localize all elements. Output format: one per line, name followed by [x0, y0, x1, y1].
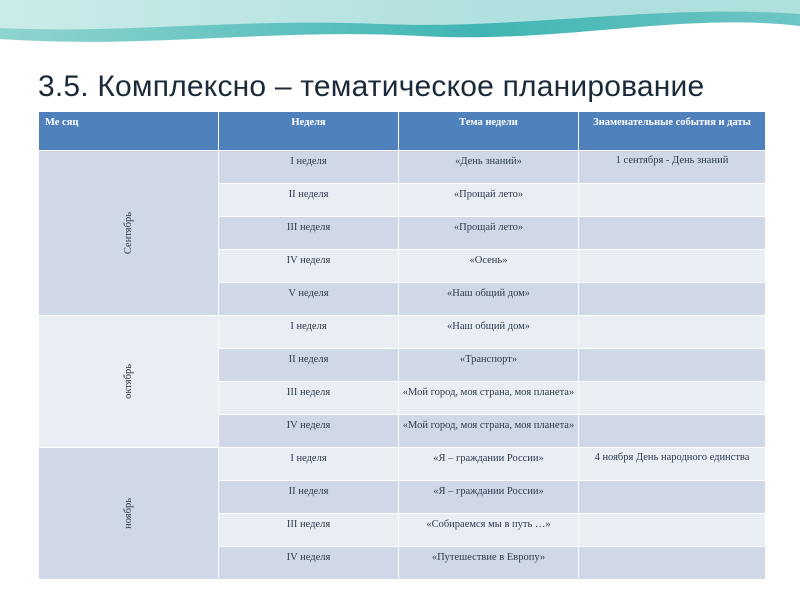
week-cell: I неделя — [219, 448, 399, 481]
week-cell: III неделя — [219, 514, 399, 547]
table-row — [39, 151, 766, 184]
event-cell — [579, 283, 766, 316]
week-cell: V неделя — [219, 283, 399, 316]
month-cell-november — [39, 448, 219, 580]
event-cell: 4 ноября День народного единства — [579, 448, 766, 481]
month-cell-october — [39, 316, 219, 448]
header-row — [39, 112, 766, 151]
theme-cell: «Я – граждании России» — [399, 481, 579, 514]
header-week: Неделя — [219, 112, 399, 151]
week-cell: I неделя — [219, 151, 399, 184]
month-label: октябрь — [123, 364, 134, 399]
event-cell — [579, 481, 766, 514]
header-wave-decoration — [0, 0, 800, 60]
week-cell: II неделя — [219, 184, 399, 217]
event-cell — [579, 547, 766, 580]
week-cell: I неделя — [219, 316, 399, 349]
header-events: Знаменательные события и даты — [579, 112, 766, 151]
theme-cell: «Прощай лето» — [399, 184, 579, 217]
planning-table — [38, 111, 766, 580]
week-cell: II неделя — [219, 481, 399, 514]
week-cell: III неделя — [219, 217, 399, 250]
header-theme: Тема недели — [399, 112, 579, 151]
event-cell: 1 сентября - День знаний — [579, 151, 766, 184]
theme-cell: «Мой город, моя страна, моя планета» — [399, 382, 579, 415]
event-cell — [579, 184, 766, 217]
theme-cell: «Прощай лето» — [399, 217, 579, 250]
event-cell — [579, 514, 766, 547]
page-title: 3.5. Комплексно – тематическое планирование — [38, 70, 705, 103]
event-cell — [579, 382, 766, 415]
event-cell — [579, 316, 766, 349]
week-cell: IV неделя — [219, 415, 399, 448]
theme-cell: «Собираемся мы в путь …» — [399, 514, 579, 547]
theme-cell: «Наш общий дом» — [399, 283, 579, 316]
week-cell: IV неделя — [219, 547, 399, 580]
theme-cell: «День знаний» — [399, 151, 579, 184]
theme-cell: «Осень» — [399, 250, 579, 283]
week-cell: II неделя — [219, 349, 399, 382]
theme-cell: «Наш общий дом» — [399, 316, 579, 349]
month-label: ноябрь — [123, 498, 134, 529]
table-row — [39, 316, 766, 349]
event-cell — [579, 217, 766, 250]
week-cell: III неделя — [219, 382, 399, 415]
theme-cell: «Мой город, моя страна, моя планета» — [399, 415, 579, 448]
table-row — [39, 448, 766, 481]
week-cell: IV неделя — [219, 250, 399, 283]
theme-cell: «Путешествие в Европу» — [399, 547, 579, 580]
event-cell — [579, 415, 766, 448]
month-cell-september — [39, 151, 219, 316]
theme-cell: «Транспорт» — [399, 349, 579, 382]
header-month: Ме сяц — [39, 112, 219, 151]
theme-cell: «Я – граждании России» — [399, 448, 579, 481]
event-cell — [579, 349, 766, 382]
event-cell — [579, 250, 766, 283]
month-label: Сентябрь — [123, 211, 134, 255]
